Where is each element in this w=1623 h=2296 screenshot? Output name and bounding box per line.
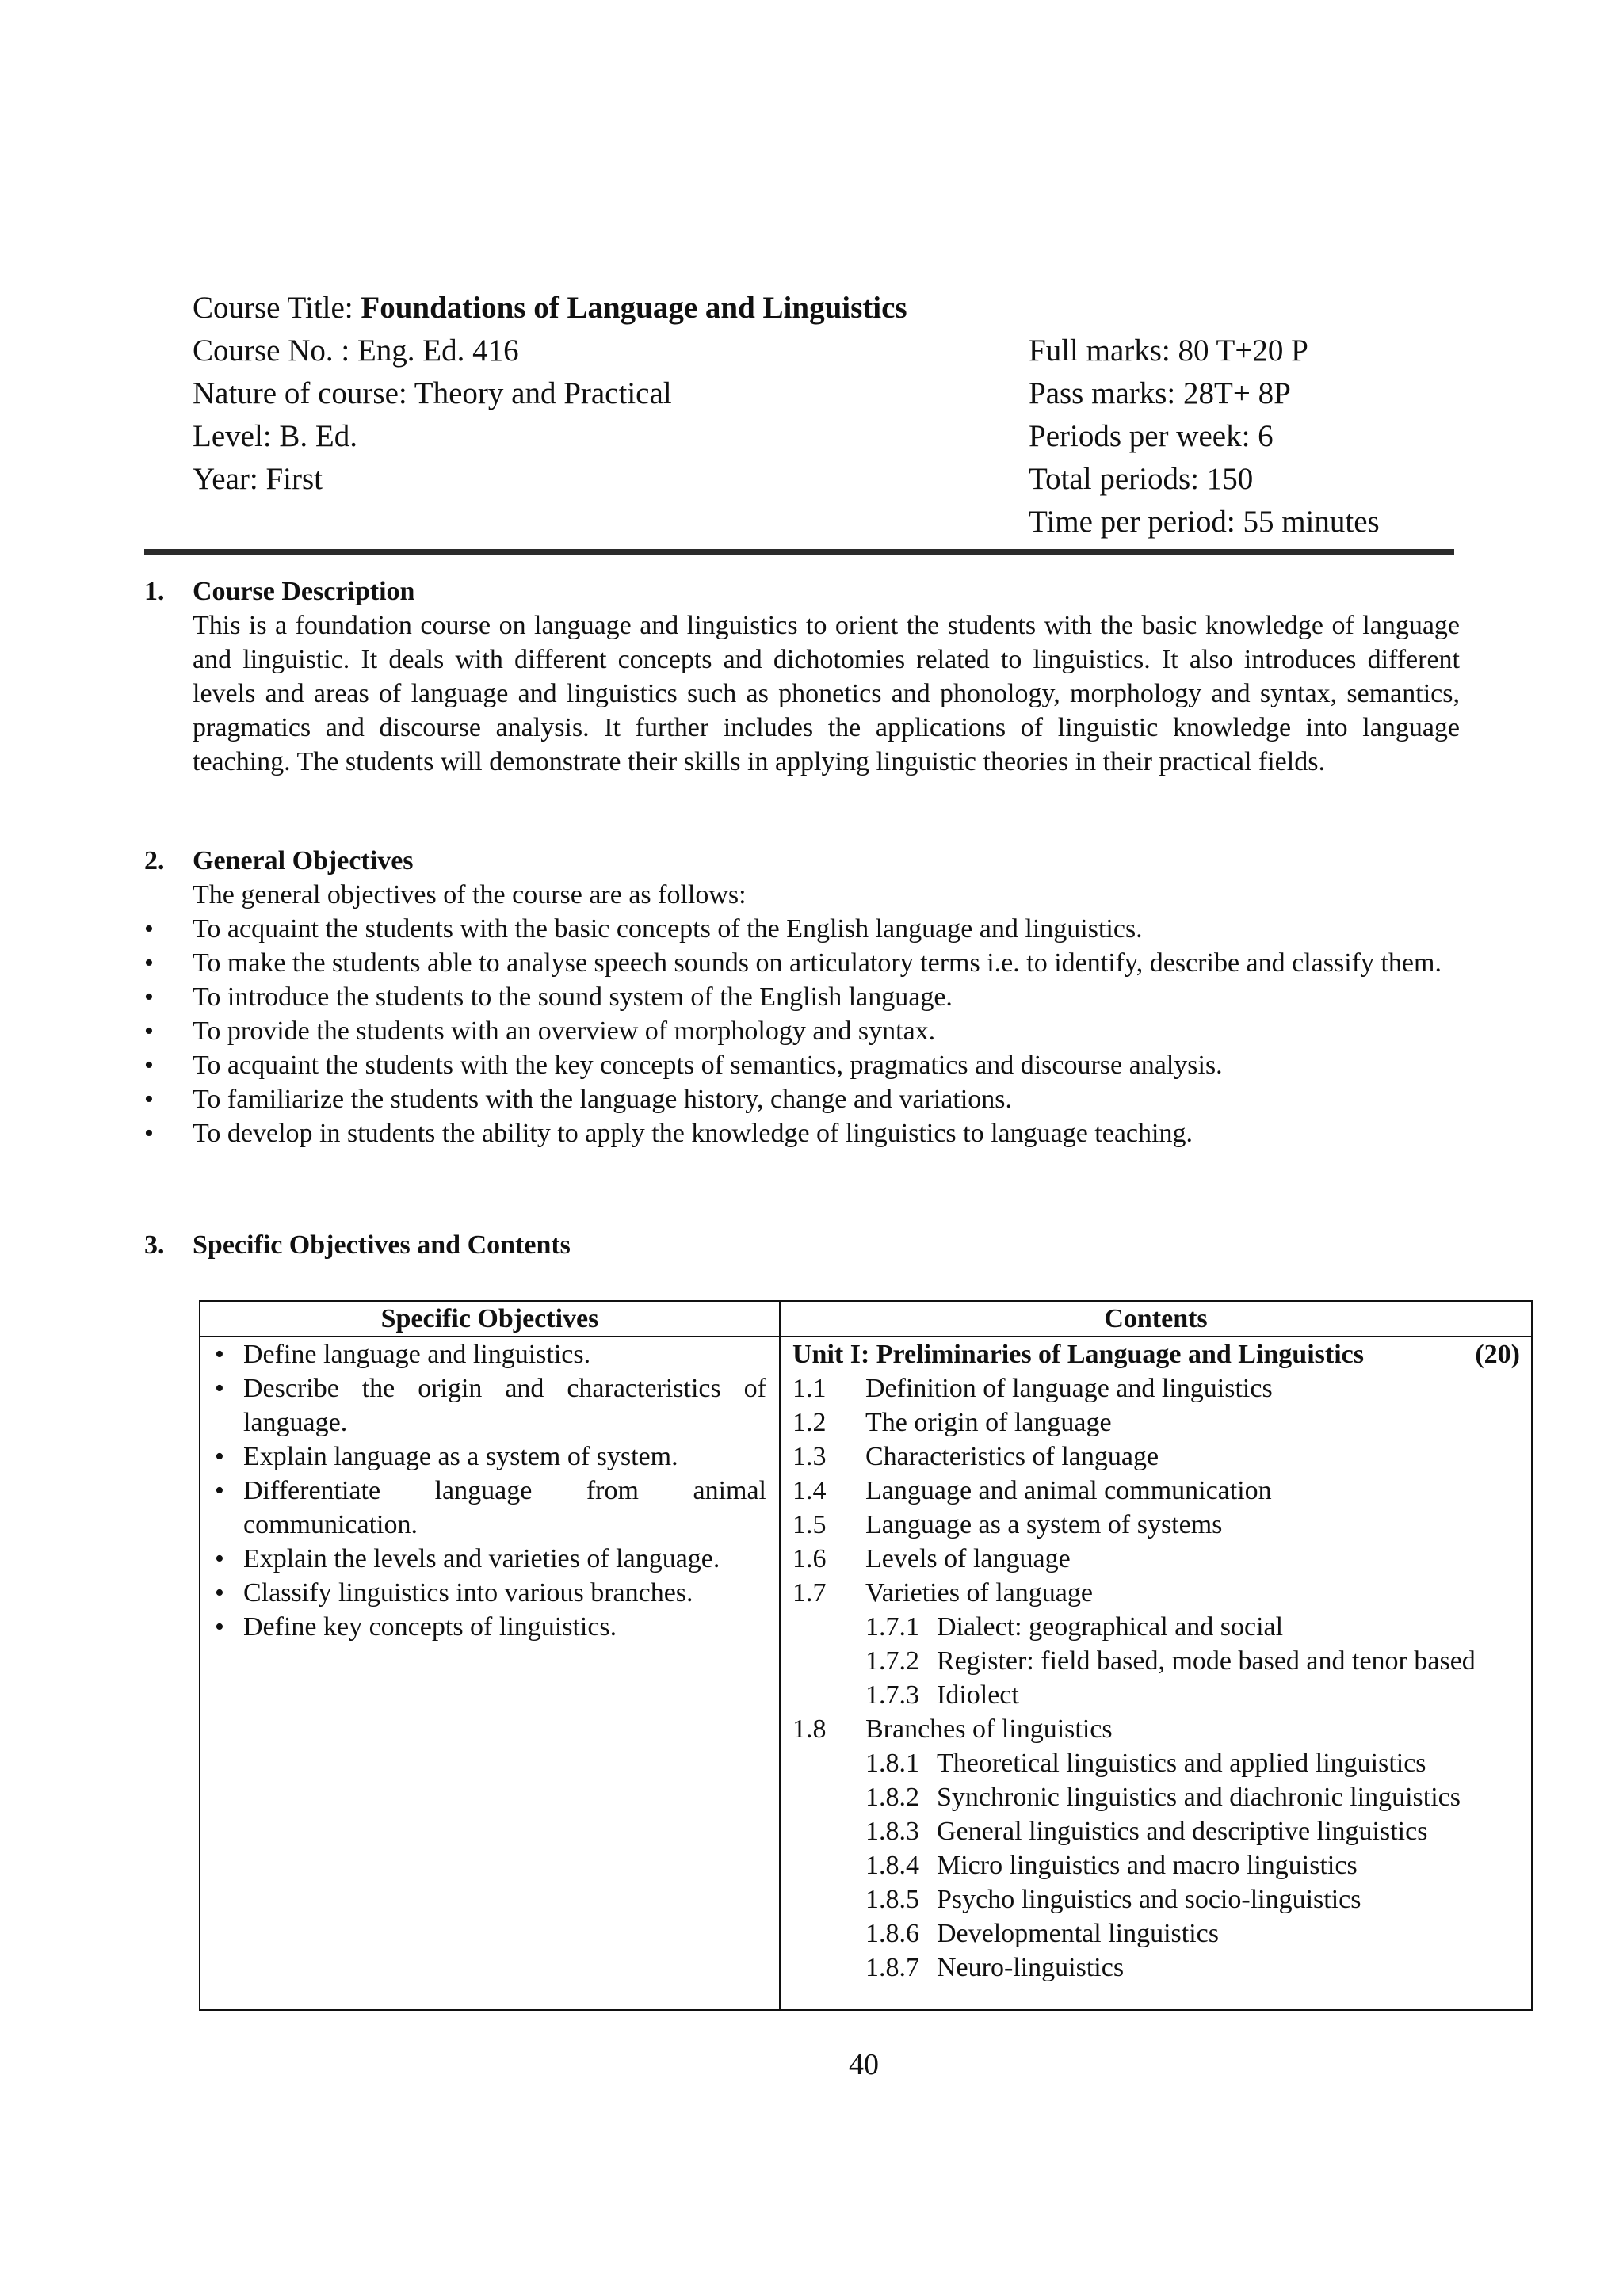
unit-hours: (20) xyxy=(1475,1340,1520,1369)
general-objective-item: • To acquaint the students with the key concepts of semantics, pragmatics and discourse analysis. xyxy=(144,1048,1460,1082)
content-text: Micro linguistics and macro linguistics xyxy=(937,1851,1358,1880)
section-number: 1. xyxy=(144,577,165,606)
course-number: Course No. : Eng. Ed. 416 xyxy=(193,334,519,368)
unit-title: Unit I: Preliminaries of Language and Linguistics xyxy=(792,1340,1364,1369)
column-header-objectives: Specific Objectives xyxy=(380,1304,599,1333)
unit-heading xyxy=(792,1337,1520,1371)
specific-objective-item: • Describe the origin and characteristics of language. xyxy=(212,1371,766,1440)
content-text: Branches of linguistics xyxy=(865,1714,1113,1744)
column-divider xyxy=(779,1302,781,2009)
content-text: Dialect: geographical and social xyxy=(937,1612,1284,1642)
general-objectives-list xyxy=(144,912,1460,1150)
column-header-contents: Contents xyxy=(1104,1304,1208,1333)
content-text: General linguistics and descriptive linguistics xyxy=(937,1817,1428,1846)
content-text: Varieties of language xyxy=(865,1578,1093,1608)
content-number: 1.5 xyxy=(792,1510,827,1539)
section-heading: General Objectives xyxy=(193,846,414,875)
content-text: Theoretical linguistics and applied linguistics xyxy=(937,1749,1426,1778)
general-objective-item: • To acquaint the students with the basic concepts of the English language and linguistics. xyxy=(144,912,1460,946)
content-subitem xyxy=(865,1644,1520,1678)
content-number: 1.4 xyxy=(792,1476,827,1505)
content-number: 1.7.1 xyxy=(865,1612,919,1642)
content-subitem xyxy=(865,1882,1520,1917)
content-item xyxy=(792,1508,1520,1542)
content-text: Definition of language and linguistics xyxy=(865,1374,1273,1403)
general-objective-item: • To provide the students with an overview of morphology and syntax. xyxy=(144,1014,1460,1048)
specific-objective-item: • Define key concepts of linguistics. xyxy=(212,1610,766,1644)
time-per-period: Time per period: 55 minutes xyxy=(1029,505,1380,539)
content-item xyxy=(792,1371,1520,1405)
content-text: Language and animal communication xyxy=(865,1476,1272,1505)
content-number: 1.3 xyxy=(792,1442,827,1471)
objectives-intro: The general objectives of the course are as follows: xyxy=(193,880,747,910)
page-number: 40 xyxy=(849,2048,879,2081)
content-text: The origin of language xyxy=(865,1408,1112,1437)
content-item xyxy=(792,1576,1520,1610)
total-periods: Total periods: 150 xyxy=(1029,462,1254,496)
content-number: 1.7.3 xyxy=(865,1680,919,1710)
content-number: 1.7 xyxy=(792,1578,827,1608)
content-number: 1.8.1 xyxy=(865,1749,919,1778)
content-number: 1.1 xyxy=(792,1374,827,1403)
specific-objectives-column xyxy=(212,1337,766,1644)
section-specific-objectives xyxy=(144,1228,1460,1262)
content-number: 1.7.2 xyxy=(865,1646,919,1676)
content-text: Idiolect xyxy=(937,1680,1019,1710)
specific-objective-item: • Explain the levels and varieties of language. xyxy=(212,1542,766,1576)
content-subitem xyxy=(865,1610,1520,1644)
full-marks: Full marks: 80 T+20 P xyxy=(1029,334,1308,368)
objectives-contents-table xyxy=(199,1300,1533,2011)
specific-objective-item: • Classify linguistics into various branches. xyxy=(212,1576,766,1610)
content-text: Synchronic linguistics and diachronic linguistics xyxy=(937,1783,1461,1812)
content-number: 1.8.6 xyxy=(865,1919,919,1948)
general-objective-item: • To make the students able to analyse speech sounds on articulatory terms i.e. to identify, describe and classify them. xyxy=(144,946,1460,980)
content-subitem xyxy=(865,1848,1520,1882)
header-divider xyxy=(144,549,1454,555)
pass-marks: Pass marks: 28T+ 8P xyxy=(1029,376,1291,410)
content-subitem xyxy=(865,1780,1520,1814)
section-course-description xyxy=(144,574,1460,779)
general-objective-item: • To develop in students the ability to apply the knowledge of linguistics to language teaching. xyxy=(144,1116,1460,1150)
course-nature: Nature of course: Theory and Practical xyxy=(193,376,672,410)
content-item xyxy=(792,1542,1520,1576)
course-title: Course Title: Foundations of Language and Linguistics xyxy=(193,291,907,325)
contents-column xyxy=(792,1337,1520,1985)
content-subitem xyxy=(865,1678,1520,1712)
content-text: Neuro-linguistics xyxy=(937,1953,1125,1982)
section-heading: Course Description xyxy=(193,577,415,606)
content-number: 1.2 xyxy=(792,1408,827,1437)
content-number: 1.8.2 xyxy=(865,1783,919,1812)
content-text: Language as a system of systems xyxy=(865,1510,1223,1539)
content-text: Characteristics of language xyxy=(865,1442,1159,1471)
content-item xyxy=(792,1440,1520,1474)
course-header xyxy=(193,287,1461,543)
general-objective-item: • To introduce the students to the sound system of the English language. xyxy=(144,980,1460,1014)
content-item xyxy=(792,1712,1520,1746)
content-number: 1.8.4 xyxy=(865,1851,919,1880)
section-heading: Specific Objectives and Contents xyxy=(193,1230,571,1260)
content-subitem xyxy=(865,1917,1520,1951)
contents-list xyxy=(792,1371,1520,1985)
course-level: Level: B. Ed. xyxy=(193,419,357,453)
periods-per-week: Periods per week: 6 xyxy=(1029,419,1274,453)
section-number: 3. xyxy=(144,1230,165,1260)
content-item xyxy=(792,1405,1520,1440)
general-objective-item: • To familiarize the students with the language history, change and variations. xyxy=(144,1082,1460,1116)
content-subitem xyxy=(865,1951,1520,1985)
content-number: 1.8.5 xyxy=(865,1885,919,1914)
content-text: Register: field based, mode based and tenor based xyxy=(937,1646,1476,1676)
content-number: 1.6 xyxy=(792,1544,827,1573)
specific-objective-item: • Differentiate language from animal communication. xyxy=(212,1474,766,1542)
section-general-objectives xyxy=(144,844,1460,1150)
content-text: Developmental linguistics xyxy=(937,1919,1219,1948)
specific-objective-item: • Explain language as a system of system. xyxy=(212,1440,766,1474)
course-year: Year: First xyxy=(193,462,323,496)
content-text: Psycho linguistics and socio-linguistics xyxy=(937,1885,1361,1914)
course-description-text: This is a foundation course on language and linguistics to orient the students with the basic knowledge of language and linguistic. It deals with different concepts and dichotomies related to linguistics. It also introduces different levels and areas of language and linguistics such as phonetics and phonology, morphology and syntax, semantics, pragmatics and discourse analysis. It further includes the applications of linguistic knowledge into language teaching. The students will demonstrate their skills in applying linguistic theories in their practical fields. xyxy=(193,611,1460,776)
content-number: 1.8.3 xyxy=(865,1817,919,1846)
content-number: 1.8.7 xyxy=(865,1953,919,1982)
specific-objective-item: • Define language and linguistics. xyxy=(212,1337,766,1371)
content-subitem xyxy=(865,1746,1520,1780)
content-number: 1.8 xyxy=(792,1714,827,1744)
section-number: 2. xyxy=(144,846,165,875)
content-item xyxy=(792,1474,1520,1508)
content-text: Levels of language xyxy=(865,1544,1071,1573)
content-subitem xyxy=(865,1814,1520,1848)
